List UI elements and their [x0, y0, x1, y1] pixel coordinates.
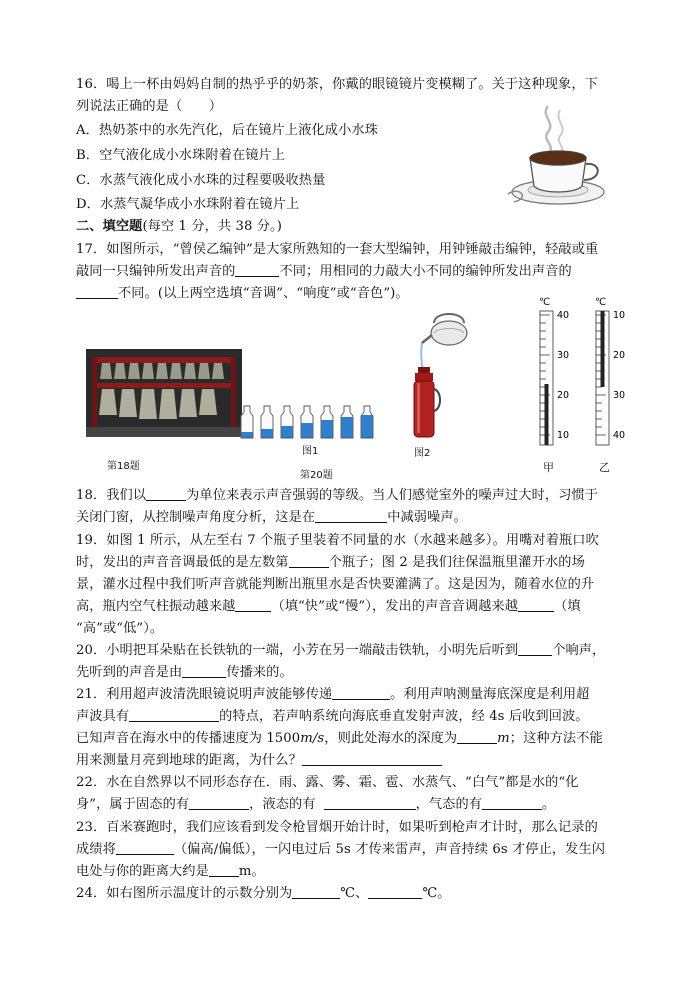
q18-line1-part1: 18．我们以 — [76, 488, 147, 503]
q21-line4 — [76, 750, 442, 772]
q23-line1: 23．百米赛跑时，我们应该看到发令枪冒烟开始计时，如果听到枪声才计时，那么记录的 — [76, 820, 598, 835]
q21-speed-unit: m/s — [300, 731, 325, 746]
q24-line1-part1: 24．如右图所示温度计的示数分别为 — [76, 886, 293, 901]
q21-depth-unit: m — [497, 731, 510, 746]
thermo-yi-tick: 30 — [613, 390, 626, 401]
q23-line2-part2: （偏高/偏低），一闪电过后 5s 才传来雷声，声音持续 6s 才停止，发生闪 — [173, 842, 606, 857]
fig20-caption: 第20题 — [300, 470, 333, 481]
q22-line1: 22．水在自然界以不同形态存在．雨、露、雾、霜、雹、水蒸气、“白气”都是水的“化 — [76, 775, 579, 790]
chime-bells-picture — [86, 349, 242, 437]
q16-stem-line1: 16．喝上一杯由妈妈自制的热乎乎的奶茶，你戴的眼镜镜片变模糊了。关于这种现象，下 — [76, 77, 598, 92]
q19-line2-part1: 时，发出的声音音调最低的是左数第 — [76, 555, 289, 570]
fig1-caption: 图1 — [302, 446, 319, 457]
q21-blank4[interactable] — [302, 751, 442, 766]
q19-line4-part3: （填 — [554, 599, 581, 614]
q23-line3-part1: 电处与你的距离大约是 — [76, 864, 209, 879]
thermo-yi-unit: ℃ — [595, 297, 607, 308]
q23-blank1[interactable] — [116, 840, 174, 855]
q18-line1 — [76, 485, 598, 507]
q19-line4-part1: 高，瓶内空气柱振动越来越 — [76, 599, 236, 614]
q17-line1: 17．如图所示，“曾侯乙编钟”是大家所熟知的一套大型编钟，用钟锤敲击编钟，轻敲或重 — [76, 242, 599, 257]
q21-line1-part1: 21．利用超声波清洗眼镜说明声波能够传递 — [76, 687, 333, 702]
q23-blank2[interactable] — [209, 862, 239, 877]
q23-line2 — [76, 839, 605, 861]
q21-line3 — [76, 728, 603, 750]
q22-line2 — [76, 794, 555, 816]
q16-option-d: D．水蒸气凝华成小水珠附着在镜片上 — [76, 197, 300, 212]
q21-line2 — [76, 706, 589, 728]
q21-line2-part1: 声波具有 — [76, 709, 130, 724]
q21-blank1[interactable] — [332, 685, 390, 700]
q19-blank2[interactable] — [235, 597, 271, 612]
thermo-jia-tick: 20 — [557, 390, 570, 401]
q23-line2-part1: 成绩将 — [76, 842, 116, 857]
q18-line1-part2: 为单位来表示声音强弱的等级。当人们感觉室外的噪声过大时，习惯于 — [186, 488, 599, 503]
thermo-jia-tick: 10 — [557, 430, 570, 441]
q18-line2 — [76, 507, 467, 529]
q21-line2-part2: 的特点，若声呐系统向海底垂直发射声波，经 4s 后收到回波。 — [219, 709, 589, 724]
q19-line4 — [76, 596, 581, 618]
q19-line4-part2: （填“快”或“慢”），发出的声音音调越来越 — [271, 599, 519, 614]
hot-drink-cup-picture — [500, 100, 608, 210]
fig2-caption: 图2 — [414, 448, 431, 459]
q20-line2 — [76, 662, 293, 684]
q20-line2-part2: 传播来的。 — [226, 665, 293, 680]
q23-line3 — [76, 861, 265, 883]
q20-blank2[interactable] — [182, 663, 226, 678]
q19-line2-part2: 个瓶子；图 2 是我们往保温瓶里灌开水的场 — [328, 555, 585, 570]
thermometer-yi — [592, 293, 634, 455]
q21-line1-part2: 。利用声呐测量海底深度是利用超 — [390, 687, 590, 702]
q22-line2-part4: 。 — [542, 797, 556, 812]
q22-blank3[interactable] — [482, 795, 542, 810]
q19-blank3[interactable] — [518, 597, 554, 612]
q21-blank2[interactable] — [129, 707, 219, 722]
q20-line1-part1: 20．小明把耳朵贴在长铁轨的一端，小芳在另一端敲击铁轨，小明先后听到 — [76, 643, 519, 658]
thermos-kettle-picture — [408, 305, 484, 441]
thermo-jia-tick: 30 — [557, 350, 570, 361]
q19-blank1[interactable] — [289, 553, 329, 568]
thermo-jia-unit: ℃ — [539, 297, 551, 308]
q19-line1: 19．如图 1 所示，从左至右 7 个瓶子里装着不同量的水（水越来越多）。用嘴对着瓶口吹 — [76, 533, 599, 548]
q21-line1 — [76, 684, 589, 706]
thermo-yi-tick: 10 — [613, 310, 626, 321]
q24-line1-part3: ℃。 — [422, 886, 451, 901]
thermo-jia-label: 甲 — [543, 461, 554, 474]
q17-blank1[interactable] — [235, 262, 279, 277]
section2-heading — [76, 216, 282, 238]
q24-blank1[interactable] — [292, 884, 340, 899]
thermo-yi-label: 乙 — [599, 461, 610, 474]
q20-line1 — [76, 640, 605, 662]
q21-line3-part3: ；这种方法不能 — [509, 731, 603, 746]
q20-line1-part2: 个响声， — [552, 643, 606, 658]
thermo-jia-tick: 40 — [557, 310, 570, 321]
section2-note: (每空 1 分，共 38 分。) — [142, 219, 282, 234]
q17-line2-part2: 不同；用相同的力敲大小不同的编钟所发出声音的 — [279, 264, 572, 279]
fig18-caption: 第18题 — [107, 461, 140, 472]
q17-blank2[interactable] — [76, 284, 118, 299]
thermo-yi-tick: 40 — [613, 430, 626, 441]
q18-line2-part1: 关闭门窗，从控制噪声角度分析，这是在 — [76, 510, 316, 525]
seven-bottles-picture — [240, 396, 384, 440]
q18-line2-part2: 中减弱噪声。 — [387, 510, 467, 525]
q19-line2 — [76, 552, 585, 574]
q21-line3-part1: 已知声音在海水中的传播速度为 1500 — [76, 731, 301, 746]
q22-blank2[interactable] — [324, 795, 416, 810]
q21-blank3[interactable] — [457, 729, 497, 744]
thermometer-jia — [536, 293, 578, 455]
q21-line4-part1: 用来测量月亮到地球的距离，为什么？ — [76, 753, 302, 768]
section2-title: 二、填空题 — [76, 219, 143, 234]
q18-blank2[interactable] — [315, 508, 387, 523]
q24-line1 — [76, 883, 451, 905]
q23-line3-part2: m。 — [238, 864, 265, 879]
q17-line2 — [76, 261, 572, 283]
q17-line2-part1: 敲同一只编钟所发出声音的 — [76, 264, 236, 279]
q22-blank1[interactable] — [189, 795, 249, 810]
q22-line2-part2: ，液态的有 — [249, 797, 316, 812]
q17-line3-text: 不同。(以上两空选填“音调”、“响度”或“音色”)。 — [118, 286, 409, 301]
q22-line2-part3: ，气态的有 — [415, 797, 483, 812]
q16-option-c: C．水蒸气液化成小水珠的过程要吸收热量 — [76, 173, 326, 188]
q24-blank2[interactable] — [368, 884, 422, 899]
q22-line2-part1: 身”，属于固态的有 — [76, 797, 190, 812]
q16-option-b: B．空气液化成小水珠附着在镜片上 — [76, 148, 286, 163]
q21-line3-part2: ，则此处海水的深度为 — [324, 731, 458, 746]
q19-line5: “高”或“低”）。 — [76, 621, 164, 636]
q20-blank1[interactable] — [518, 641, 552, 656]
q19-line3: 景，灌水过程中我们听声音就能判断出瓶里水是否快要灌满了。这是因为，随着水位的升 — [76, 577, 595, 592]
q20-line2-part1: 先听到的声音是由 — [76, 665, 183, 680]
q18-blank1[interactable] — [146, 486, 186, 501]
thermo-yi-tick: 20 — [613, 350, 626, 361]
q17-line3 — [76, 283, 409, 305]
q16-stem-line2: 列说法正确的是（ ） — [76, 99, 223, 114]
q24-line1-part2: ℃、 — [340, 886, 369, 901]
q16-option-a: A．热奶茶中的水先汽化，后在镜片上液化成小水珠 — [76, 123, 378, 138]
